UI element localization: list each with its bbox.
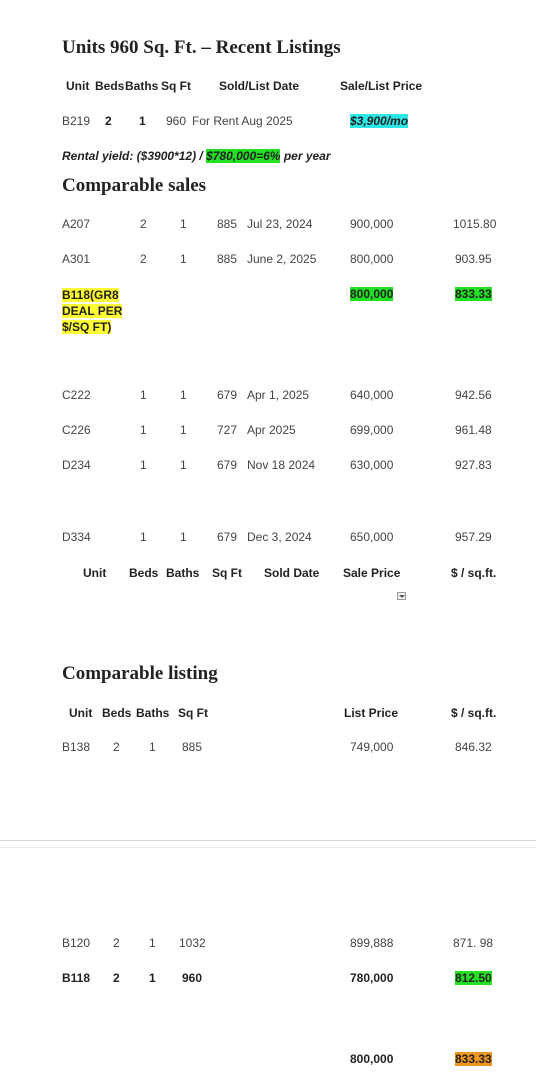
header-unit: Unit	[83, 566, 107, 580]
sale-sqft: 679	[217, 530, 238, 544]
sale-sqft: 885	[217, 252, 238, 266]
sale-unit-note	[62, 287, 122, 335]
rental-yield	[62, 149, 331, 163]
listing-price: 780,000	[350, 971, 394, 985]
sale-baths: 1	[180, 458, 187, 472]
sale-ppsf: 903.95	[455, 252, 492, 266]
page-title: Units 960 Sq. Ft. – Recent Listings	[62, 37, 341, 58]
sale-beds: 2	[140, 252, 147, 266]
listing-baths: 1	[149, 971, 156, 985]
sale-date: Dec 3, 2024	[247, 530, 312, 544]
sale-unit-note-line: DEAL PER	[62, 304, 123, 318]
sale-beds: 1	[140, 530, 147, 544]
listing-beds: 2	[105, 114, 112, 128]
header-ppsf: $ / sq.ft.	[451, 566, 497, 580]
listing-price: $3,900/mo	[350, 114, 409, 128]
header-date: Sold/List Date	[219, 79, 300, 93]
listing-sqft: 885	[182, 740, 203, 754]
listing-unit: B120	[62, 936, 91, 950]
listing-baths: 1	[139, 114, 146, 128]
listing-date: For Rent Aug 2025	[192, 114, 293, 128]
listing-sqft: 1032	[179, 936, 206, 950]
sale-price: 900,000	[350, 217, 394, 231]
header-sqft: Sq Ft	[212, 566, 242, 580]
listing-ppsf: 812.50	[455, 971, 492, 985]
sale-price: 800,000	[350, 252, 394, 266]
listing-beds: 2	[113, 971, 120, 985]
rental-yield-highlight: $780,000=6%	[206, 149, 281, 163]
listing-ppsf: 846.32	[455, 740, 492, 754]
sale-ppsf: 927.83	[455, 458, 492, 472]
sale-date: Apr 2025	[247, 423, 296, 437]
sale-ppsf: 957.29	[455, 530, 492, 544]
page-divider	[0, 847, 536, 848]
sale-baths: 1	[180, 388, 187, 402]
sale-unit: A207	[62, 217, 91, 231]
header-baths: Baths	[125, 79, 159, 93]
sale-price: 800,000	[350, 287, 394, 301]
listing-unit: B138	[62, 740, 91, 754]
page-divider	[0, 840, 536, 841]
sale-unit: A301	[62, 252, 91, 266]
header-price: Sale/List Price	[340, 79, 423, 93]
sale-ppsf: 942.56	[455, 388, 492, 402]
sale-unit: C226	[62, 423, 91, 437]
sale-unit: D334	[62, 530, 91, 544]
sale-sqft: 679	[217, 388, 238, 402]
sale-ppsf: 1015.80	[453, 217, 497, 231]
sale-beds: 2	[140, 217, 147, 231]
sale-beds: 1	[140, 388, 147, 402]
listing-unit: B219	[62, 114, 91, 128]
listing-sqft: 960	[166, 114, 187, 128]
header-beds: Beds	[95, 79, 125, 93]
sale-date: Jul 23, 2024	[247, 217, 313, 231]
listing-price: 899,888	[350, 936, 394, 950]
sale-date: Apr 1, 2025	[247, 388, 310, 402]
listing-beds: 2	[113, 740, 120, 754]
listing-price: 749,000	[350, 740, 394, 754]
header-beds: Beds	[129, 566, 159, 580]
sale-date: Nov 18 2024	[247, 458, 316, 472]
sale-baths: 1	[180, 423, 187, 437]
rental-yield-prefix: Rental yield: ($3900*12) /	[62, 149, 207, 163]
sale-ppsf: 833.33	[455, 287, 492, 301]
listing-beds: 2	[113, 936, 120, 950]
sale-baths: 1	[180, 252, 187, 266]
sale-baths: 1	[180, 217, 187, 231]
listing-baths: 1	[149, 740, 156, 754]
sale-unit: D234	[62, 458, 91, 472]
header-sqft: Sq Ft	[161, 79, 191, 93]
header-beds: Beds	[102, 706, 132, 720]
sale-sqft: 885	[217, 217, 238, 231]
header-price: Sale Price	[343, 566, 401, 580]
comparable-sales-title: Comparable sales	[62, 175, 207, 196]
sale-unit-note-line: B118(GR8	[62, 288, 119, 302]
sale-sqft: 727	[217, 423, 238, 437]
filter-dropdown-icon[interactable]	[397, 592, 406, 600]
header-baths: Baths	[166, 566, 200, 580]
sale-price: 650,000	[350, 530, 394, 544]
header-unit: Unit	[69, 706, 93, 720]
sale-price: 640,000	[350, 388, 394, 402]
bottom-ppsf: 833.33	[455, 1052, 492, 1066]
sale-date: June 2, 2025	[247, 252, 317, 266]
header-sqft: Sq Ft	[178, 706, 208, 720]
header-price: List Price	[344, 706, 399, 720]
listing-unit: B118	[62, 971, 91, 985]
sale-price: 630,000	[350, 458, 394, 472]
listing-baths: 1	[149, 936, 156, 950]
sale-sqft: 679	[217, 458, 238, 472]
sale-unit-note-line: $/SQ FT)	[62, 320, 112, 334]
sale-unit: C222	[62, 388, 91, 402]
rental-yield-suffix: per year	[280, 149, 331, 163]
sale-baths: 1	[180, 530, 187, 544]
listing-sqft: 960	[182, 971, 203, 985]
sale-beds: 1	[140, 458, 147, 472]
sale-price: 699,000	[350, 423, 394, 437]
header-baths: Baths	[136, 706, 170, 720]
sale-ppsf: 961.48	[455, 423, 492, 437]
header-unit: Unit	[66, 79, 90, 93]
bottom-price: 800,000	[350, 1052, 394, 1066]
listing-ppsf: 871. 98	[453, 936, 494, 950]
header-ppsf: $ / sq.ft.	[451, 706, 497, 720]
comparable-listing-title: Comparable listing	[62, 663, 218, 684]
header-date: Sold Date	[264, 566, 320, 580]
sale-beds: 1	[140, 423, 147, 437]
